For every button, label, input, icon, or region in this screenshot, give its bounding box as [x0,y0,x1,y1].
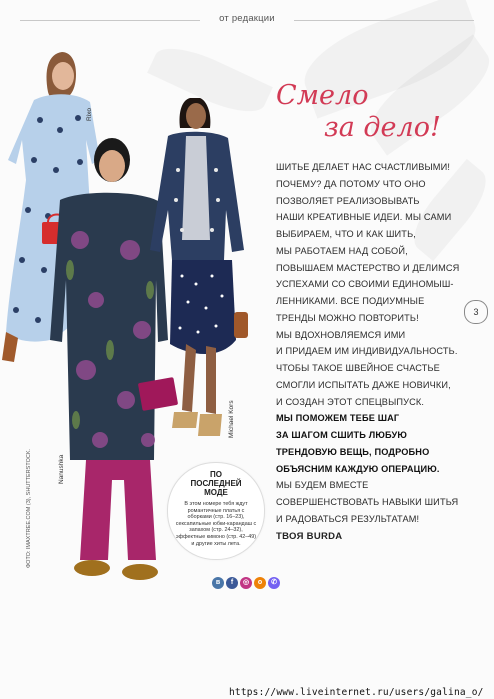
body-line: И СОЗДАН ЭТОТ СПЕЦВЫПУСК. [276,396,425,407]
facebook-icon[interactable]: f [226,577,238,589]
body-line: НАШИ КРЕАТИВНЫЕ ИДЕИ. МЫ САМИ [276,212,452,223]
body-line: ВЫБИРАЕМ, ЧТО И КАК ШИТЬ, [276,229,416,239]
note-body: В этом номере тебя ждут романтичные платья с оборками (стр. 16–23), сексапильные юбки-карандаш с запахом (стр. 24–32), эффектные кимоно (стр. 42–49) и другие хиты лета. [175,501,257,547]
designer-label-rixo: Rixo [86,107,93,121]
body-line-bold: ТРЕНДОВУЮ ВЕЩЬ, ПОДРОБНО [276,446,430,457]
instagram-icon[interactable]: ◎ [240,577,252,589]
section-label: от редакции [219,13,275,24]
body-line: ТРЕНДЫ МОЖНО ПОВТОРИТЬ! [276,312,419,323]
watermark-url: https://www.liveinternet.ru/users/galina_o/ [229,687,484,698]
signature-text: ТВОЯ BURDA [276,531,343,542]
headline-line-1: Смело [276,80,369,111]
body-line: МЫ БУДЕМ ВМЕСТЕ [276,480,369,491]
body-line-bold: МЫ ПОМОЖЕМ ТЕБЕ ШАГ [276,413,400,424]
body-line: УСПЕХАМИ СО СВОИМИ ЕДИНОМЫШ- [276,279,454,290]
odnoklassniki-icon[interactable]: о [254,577,266,589]
note-title-line: ПО [210,470,222,479]
body-line: ПОВЫШАЕМ МАСТЕРСТВО И ДЕЛИМСЯ [276,262,460,273]
body-line: ШИТЬЕ ДЕЛАЕТ НАС СЧАСТЛИВЫМИ! [276,162,451,172]
body-line: ПОЧЕМУ? ДА ПОТОМУ ЧТО ОНО [276,178,426,189]
body-line-bold: ОБЪЯСНИМ КАЖДУЮ ОПЕРАЦИЮ. [276,463,440,474]
note-title [168,470,264,497]
photo-credit: ФОТО: IMAXTREE.COM (3), SHUTTERSTOCK. [26,448,32,568]
vk-icon[interactable]: в [212,577,224,589]
body-line: МЫ РАБОТАЕМ НАД СОБОЙ, [276,245,408,256]
viber-icon[interactable]: ✆ [268,577,280,589]
headline-line-2: за дело! [324,112,441,143]
header-rule [294,20,474,21]
body-line: И РАДОВАТЬСЯ РЕЗУЛЬТАТАМ! [276,513,420,524]
designer-label-nanushka: Nanushka [58,454,65,484]
body-line: СОВЕРШЕНСТВОВАТЬ НАВЫКИ ШИТЬЯ [276,497,459,507]
body-line: ЧТОБЫ ТАКОЕ ШВЕЙНОЕ СЧАСТЬЕ [276,363,440,373]
editorial-text [276,159,476,528]
designer-label-michael-kors: Michael Kors [228,400,235,438]
social-links [212,577,280,591]
note-title-line: ПОСЛЕДНЕЙ [190,479,242,488]
body-line: СМОГЛИ ИСПЫТАТЬ ДАЖЕ НОВИЧКИ, [276,379,451,390]
trend-note-circle [167,462,265,560]
section-header [0,10,494,30]
body-line: И ПРИДАЕМ ИМ ИНДИВИДУАЛЬНОСТЬ. [276,346,458,357]
header-rule [20,20,200,21]
page-number: 3 [464,300,488,324]
body-line: ЛЕННИКАМИ. ВСЕ ПОДИУМНЫЕ [276,296,425,306]
body-line-bold: ЗА ШАГОМ СШИТЬ ЛЮБУЮ [276,430,407,440]
note-title-line: МОДЕ [204,488,228,497]
editor-signature [276,531,342,542]
body-line: ПОЗВОЛЯЕТ РЕАЛИЗОВЫВАТЬ [276,195,420,206]
body-line: МЫ ВДОХНОВЛЯЕМСЯ ИМИ [276,329,406,340]
